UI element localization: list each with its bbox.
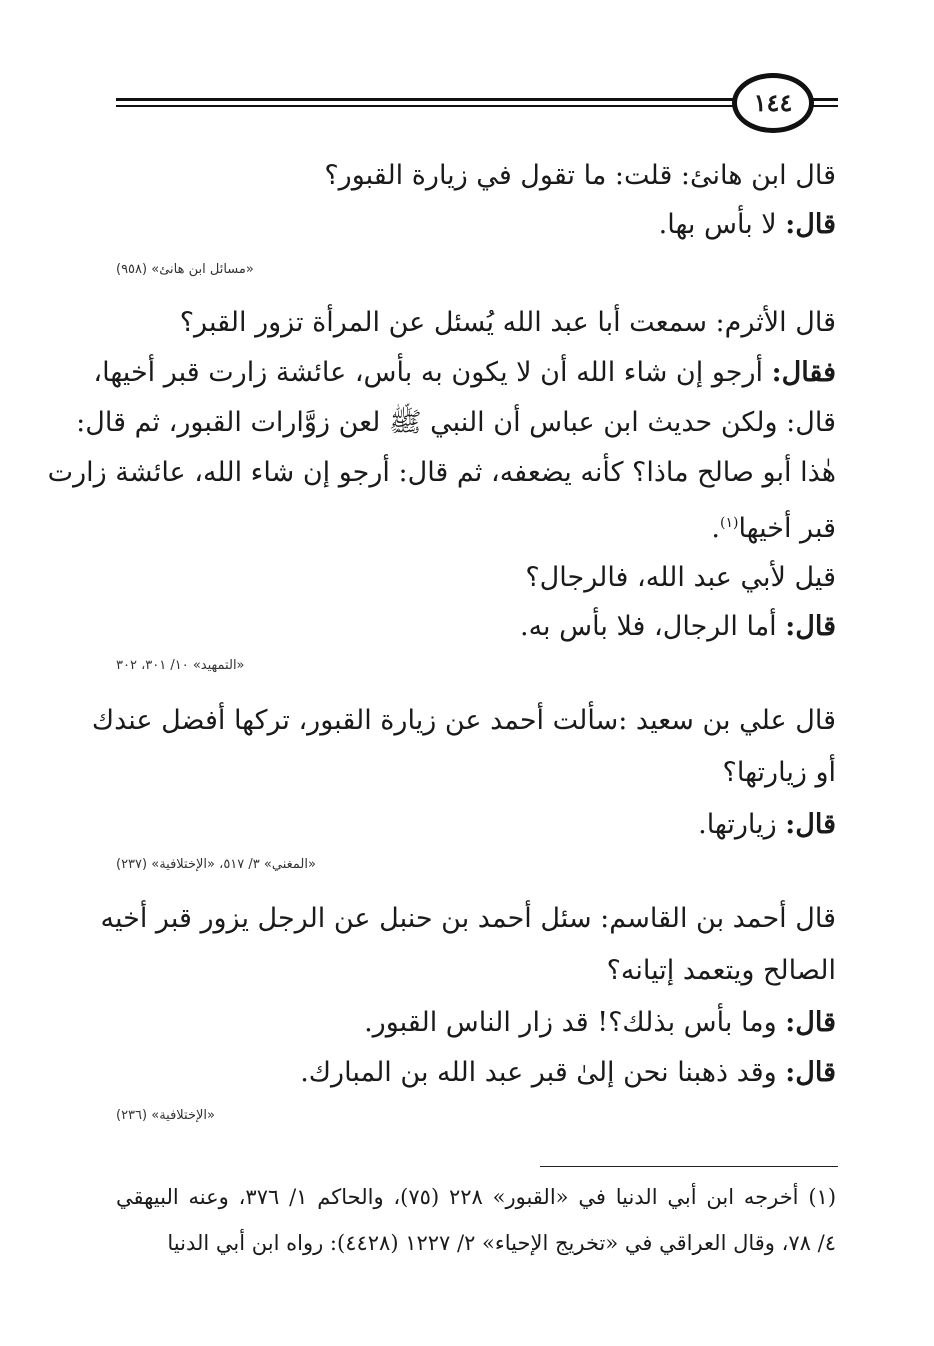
text-line — [364, 1003, 836, 1043]
line-text: وقد ذهبنا نحن إلىٰ قبر عبد الله بن المبارك. — [300, 1057, 786, 1088]
speaker-label: قال: — [785, 611, 836, 642]
speaker-label: قال: — [785, 1007, 836, 1038]
line-text: قال علي بن سعيد :سألت أحمد عن زيارة القبور، تركها أفضل عندك — [91, 705, 836, 736]
text-line — [698, 805, 836, 845]
source-citation: «مسائل ابن هانئ» (٩٥٨) — [116, 262, 254, 277]
header-rule — [116, 98, 736, 101]
line-text: الصالح ويتعمد إتيانه؟ — [606, 955, 836, 986]
line-text: أما الرجال، فلا بأس به. — [520, 611, 786, 642]
line-text: هٰذا أبو صالح ماذا؟ كأنه يضعفه، ثم قال: أرجو إن شاء الله، عائشة زارت — [47, 457, 836, 488]
footnote-separator — [540, 1166, 838, 1167]
header-rule-thin — [116, 105, 736, 107]
line-text: قيل لأبي عبد الله، فالرجال؟ — [525, 562, 836, 593]
line-text: أرجو إن شاء الله أن لا يكون به بأس، عائشة زارت قبر أخيها، — [93, 357, 772, 388]
speaker-label: قال: — [785, 809, 836, 840]
footnote-ref[interactable]: (١) — [719, 515, 739, 531]
text-line — [100, 899, 836, 939]
source-citation: «المغني» ٣/ ٥١٧، «الإختلافية» (٢٣٧) — [116, 857, 316, 872]
footnote-line: (١) أخرجه ابن أبي الدنيا في «القبور» ٢٢٨ (٧٥)، والحاكم ١/ ٣٧٦، وعنه البيهقي — [116, 1185, 837, 1209]
line-text: وما بأس بذلك؟! قد زار الناس القبور. — [364, 1007, 786, 1038]
text-line — [47, 453, 836, 493]
text-line — [76, 403, 836, 443]
text-line — [91, 701, 836, 741]
page-number-badge — [732, 73, 814, 133]
line-text: قال الأثرم: سمعت أبا عبد الله يُسئل عن المرأة تزور القبر؟ — [179, 307, 836, 338]
speaker-label: فقال: — [771, 357, 836, 388]
line-text: أو زيارتها؟ — [722, 757, 836, 788]
speaker-label: قال: — [785, 1057, 836, 1088]
speaker-label: قال: — [785, 209, 836, 240]
line-text: زيارتها. — [698, 809, 786, 840]
line-text: قال أحمد بن القاسم: سئل أحمد بن حنبل عن الرجل يزور قبر أخيه — [100, 903, 836, 934]
text-line — [520, 607, 836, 647]
text-line — [723, 753, 836, 793]
text-line — [324, 156, 836, 196]
source-citation: «التمهيد» ١٠/ ٣٠١، ٣٠٢ — [116, 658, 245, 673]
line-tail: . — [711, 513, 720, 544]
line-text: لا بأس بها. — [658, 209, 786, 240]
line-text: قال ابن هانئ: قلت: ما تقول في زيارة القبور؟ — [324, 160, 836, 191]
page-number: ١٤٤ — [753, 88, 793, 117]
text-line — [711, 503, 836, 549]
source-citation: «الإختلافية» (٢٣٦) — [116, 1108, 215, 1123]
header-rule-right — [812, 98, 838, 101]
line-text: قال: ولكن حديث ابن عباس أن النبي ﷺ لعن زوَّارات القبور، ثم قال: — [76, 407, 836, 438]
line-text: قبر أخيها — [738, 513, 836, 544]
text-line — [659, 205, 836, 245]
footnote-line: ٤/ ٧٨، وقال العراقي في «تخريج الإحياء» ٢/ ١٢٢٧ (٤٤٢٨): رواه ابن أبي الدنيا — [167, 1231, 836, 1255]
header-rule-right-thin — [812, 105, 838, 107]
text-line — [525, 558, 836, 598]
text-line — [300, 1053, 836, 1093]
text-line — [93, 353, 836, 393]
text-line — [180, 303, 836, 343]
text-line — [607, 951, 836, 991]
